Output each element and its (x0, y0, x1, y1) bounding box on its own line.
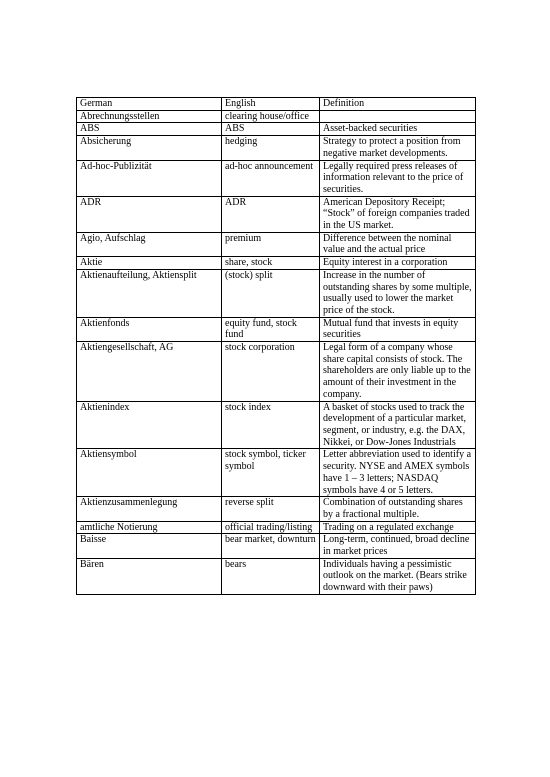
german-term: Abrechnungsstellen (77, 110, 222, 123)
german-term: Ad-hoc-Publizität (77, 160, 222, 196)
table-row (77, 558, 476, 594)
table-row (77, 342, 476, 402)
english-term: stock corporation (222, 342, 320, 402)
english-term: reverse split (222, 497, 320, 521)
column-header-german: German (77, 98, 222, 111)
table-header-row (77, 98, 476, 111)
definition: Mutual fund that invests in equity securities (320, 317, 476, 341)
table-row (77, 521, 476, 534)
german-term: ABS (77, 123, 222, 136)
german-term: Absicherung (77, 136, 222, 160)
table-row (77, 269, 476, 317)
english-term: bear market, downturn (222, 534, 320, 558)
german-term: Baisse (77, 534, 222, 558)
definition: Long-term, continued, broad decline in market prices (320, 534, 476, 558)
english-term: ABS (222, 123, 320, 136)
table-row (77, 449, 476, 497)
table-row (77, 110, 476, 123)
definition: Asset-backed securities (320, 123, 476, 136)
english-term: ad-hoc announcement (222, 160, 320, 196)
definition (320, 110, 476, 123)
definition: Letter abbreviation used to identify a security. NYSE and AMEX symbols have 1 – 3 letters; NASDAQ symbols have 4 or 5 letters. (320, 449, 476, 497)
german-term: Aktienzusammenlegung (77, 497, 222, 521)
table-row (77, 160, 476, 196)
table-row (77, 136, 476, 160)
definition: Individuals having a pessimistic outlook on the market. (Bears strike downward with their paws) (320, 558, 476, 594)
english-term: equity fund, stock fund (222, 317, 320, 341)
german-term: amtliche Notierung (77, 521, 222, 534)
table-body (77, 110, 476, 594)
table-row (77, 196, 476, 232)
definition: Difference between the nominal value and the actual price (320, 232, 476, 256)
english-term: official trading/listing (222, 521, 320, 534)
definition: Legally required press releases of information relevant to the price of securities. (320, 160, 476, 196)
table-row (77, 257, 476, 270)
definition: Increase in the number of outstanding shares by some multiple, usually used to lower the market price of the stock. (320, 269, 476, 317)
english-term: hedging (222, 136, 320, 160)
table-row (77, 232, 476, 256)
english-term: bears (222, 558, 320, 594)
column-header-english: English (222, 98, 320, 111)
german-term: ADR (77, 196, 222, 232)
german-term: Aktienindex (77, 401, 222, 449)
definition: American Depository Receipt; “Stock” of foreign companies traded in the US market. (320, 196, 476, 232)
column-header-definition: Definition (320, 98, 476, 111)
english-term: ADR (222, 196, 320, 232)
definition: Trading on a regulated exchange (320, 521, 476, 534)
definition: Combination of outstanding shares by a fractional multiple. (320, 497, 476, 521)
table-row (77, 497, 476, 521)
definition: Legal form of a company whose share capital consists of stock. The shareholders are only liable up to the amount of their investment in the company. (320, 342, 476, 402)
english-term: premium (222, 232, 320, 256)
glossary-table (76, 97, 476, 595)
english-term: stock index (222, 401, 320, 449)
german-term: Aktiensymbol (77, 449, 222, 497)
german-term: Aktie (77, 257, 222, 270)
english-term: stock symbol, ticker symbol (222, 449, 320, 497)
german-term: Agio, Aufschlag (77, 232, 222, 256)
table-row (77, 534, 476, 558)
english-term: share, stock (222, 257, 320, 270)
definition: A basket of stocks used to track the development of a particular market, segment, or industry, e.g. the DAX, Nikkei, or Dow-Jones Industrials (320, 401, 476, 449)
german-term: Aktiengesellschaft, AG (77, 342, 222, 402)
table-row (77, 123, 476, 136)
english-term: clearing house/office (222, 110, 320, 123)
table-row (77, 317, 476, 341)
english-term: (stock) split (222, 269, 320, 317)
definition: Strategy to protect a position from negative market developments. (320, 136, 476, 160)
table-row (77, 401, 476, 449)
german-term: Aktienfonds (77, 317, 222, 341)
definition: Equity interest in a corporation (320, 257, 476, 270)
german-term: Aktienaufteilung, Aktiensplit (77, 269, 222, 317)
german-term: Bären (77, 558, 222, 594)
